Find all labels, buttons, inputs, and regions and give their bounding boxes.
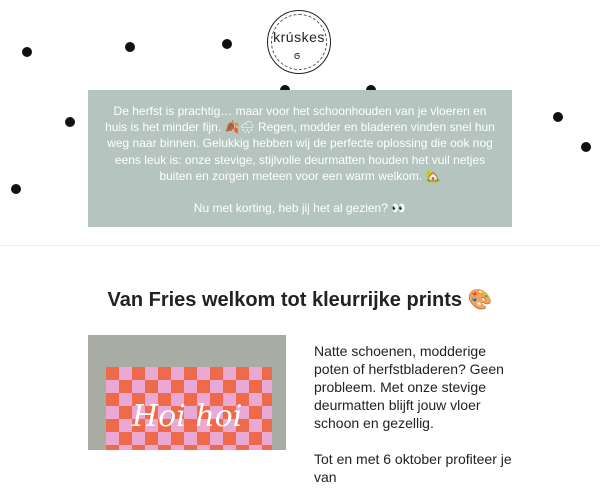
body-paragraph: Tot en met 6 oktober profiteer je van (314, 451, 512, 485)
confetti-dot (11, 184, 21, 194)
confetti-dot (553, 112, 563, 122)
logo-text: krúskes (273, 29, 325, 45)
banner-paragraph: De herfst is prachtig… maar voor het schoonhouden van je vloeren en huis is het minder fijn. 🍂🌧 Regen, modder en bladeren vinden snel hun weg naar binnen. Gelukkig hebben wij de perfecte oplossing die ook nog eens leuk is: onze stevige, stijlvolle deurmatten houden het vuil netjes buiten en zorgen meteen voor een warm welkom. 🏡 (105, 104, 495, 183)
confetti-dot (22, 47, 32, 57)
checkered-doormat (106, 367, 272, 450)
body-paragraph: Natte schoenen, modderige poten of herfstbladeren? Geen probleem. Met onze stevige deurmatten blijft jouw vloer schoon en gezellig. (314, 343, 504, 431)
logo-swirl-icon: ϭ (294, 50, 301, 62)
section-title: Van Fries welkom tot kleurrijke prints 🎨 (107, 289, 493, 311)
confetti-dot (65, 117, 75, 127)
banner-cta-text: Nu met korting, heb jij het al gezien? 👀 (193, 201, 407, 216)
confetti-dot (125, 42, 135, 52)
section-body (314, 342, 519, 504)
confetti-dot (222, 39, 232, 49)
intro-banner (88, 90, 512, 227)
confetti-dot (581, 142, 591, 152)
doormat-product-image[interactable] (88, 335, 286, 450)
divider (0, 245, 600, 246)
doormat-print-text: Hoi hoi (132, 399, 243, 434)
logo[interactable] (267, 10, 331, 74)
